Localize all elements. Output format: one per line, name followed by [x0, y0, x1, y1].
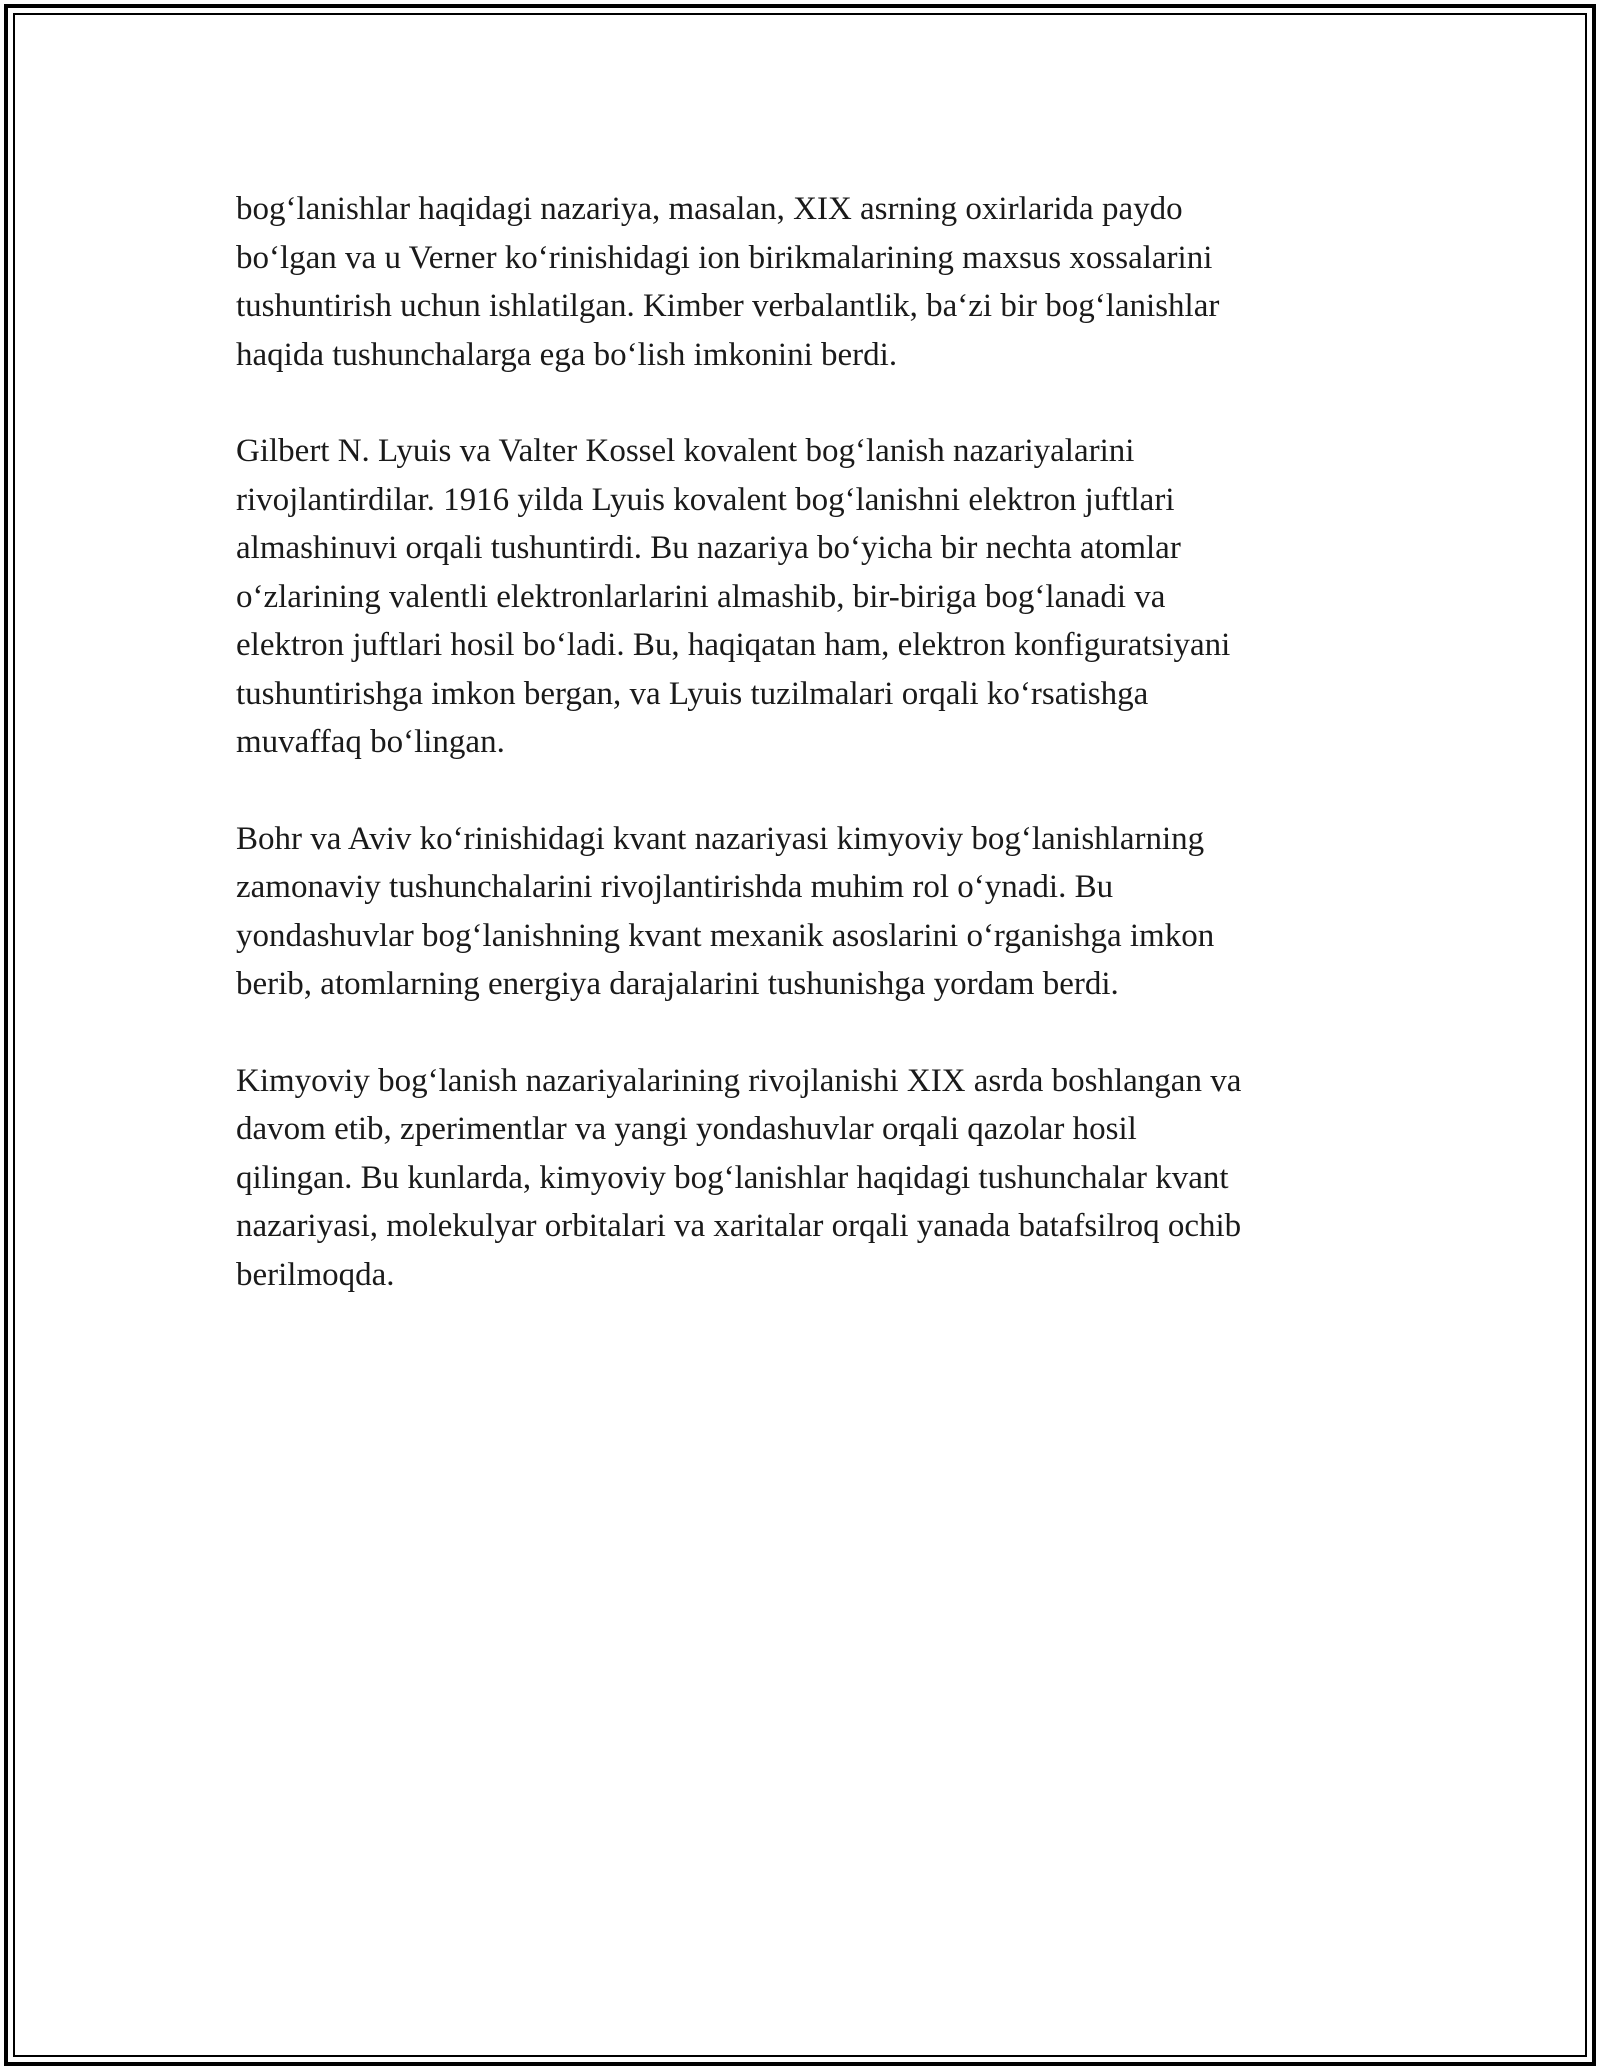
paragraph-1: [236, 185, 1366, 379]
text-line: o‘zlarining valentli elektronlarlarini almashib, bir-biriga bog‘lanadi va: [236, 578, 1166, 615]
text-line: elektron juftlari hosil bo‘ladi. Bu, haqiqatan ham, elektron konfiguratsiyani: [236, 627, 1231, 663]
text-line: Gilbert N. Lyuis va Valter Kossel kovalent bog‘lanish nazariyalarini: [236, 433, 1135, 469]
text-line: berilmoqda.: [236, 1256, 395, 1293]
text-line: Bohr va Aviv ko‘rinishidagi kvant nazariyasi kimyoviy bog‘lanishlarning: [236, 820, 1205, 857]
text-line: tushuntirishga imkon bergan, va Lyuis tuzilmalari orqali ko‘rsatishga: [236, 675, 1149, 712]
text-line: Kimyoviy bog‘lanish nazariyalarining rivojlanishi XIX asrda boshlangan va: [236, 1062, 1242, 1099]
paragraph-4: [236, 1057, 1366, 1300]
document-body: [236, 185, 1366, 1347]
text-line: berib, atomlarning energiya darajalarini tushunishga yordam berdi.: [236, 966, 1119, 1002]
text-line: bo‘lgan va u Verner ko‘rinishidagi ion birikmalarining maxsus xossalarini: [236, 239, 1213, 276]
text-line: davom etib, zperimentlar va yangi yondashuvlar orqali qazolar hosil: [236, 1111, 1137, 1147]
text-line: rivojlantirdilar. 1916 yilda Lyuis kovalent bog‘lanishni elektron juftlari: [236, 481, 1175, 518]
text-line: muvaffaq bo‘lingan.: [236, 724, 505, 760]
text-line: yondashuvlar bog‘lanishning kvant mexanik asoslarini o‘rganishga imkon: [236, 917, 1215, 954]
text-line: tushuntirish uchun ishlatilgan. Kimber verbalantlik, ba‘zi bir bog‘lanishlar: [236, 288, 1220, 324]
text-line: qilingan. Bu kunlarda, kimyoviy bog‘lanishlar haqidagi tushunchalar kvant: [236, 1159, 1229, 1196]
text-line: zamonaviy tushunchalarini rivojlantirishda muhim rol o‘ynadi. Bu: [236, 869, 1114, 905]
text-line: haqida tushunchalarga ega bo‘lish imkonini berdi.: [236, 336, 898, 373]
text-line: bog‘lanishlar haqidagi nazariya, masalan, XIX asrning oxirlarida paydo: [236, 191, 1183, 227]
text-line: nazariyasi, molekulyar orbitalari va xaritalar orqali yanada batafsilroq ochib: [236, 1208, 1242, 1244]
paragraph-3: [236, 815, 1366, 1009]
text-line: almashinuvi orqali tushuntirdi. Bu nazariya bo‘yicha bir nechta atomlar: [236, 530, 1181, 566]
paragraph-2: [236, 427, 1366, 767]
